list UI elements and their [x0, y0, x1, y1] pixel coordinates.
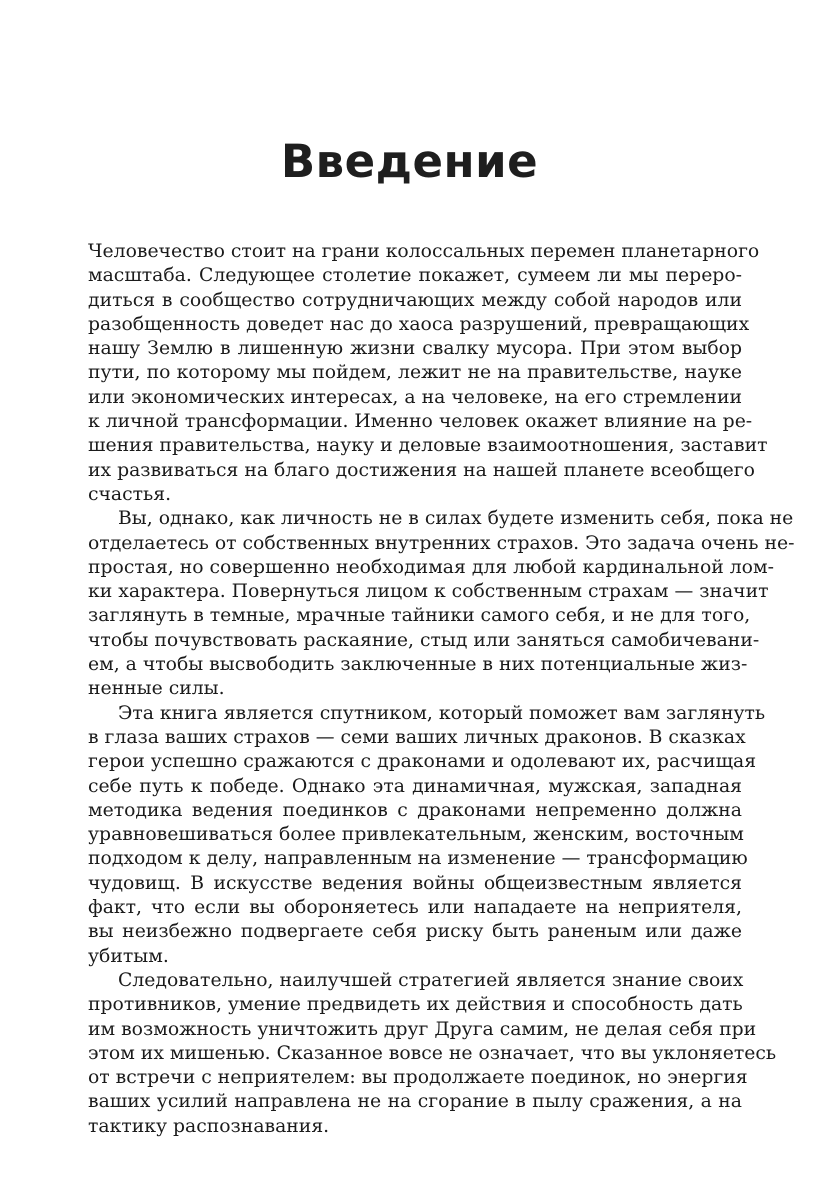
text-line: шения правительства, науку и деловые взаимоотношения, заставит	[88, 435, 768, 457]
text-line: отделаетесь от собственных внутренних страхов. Это задача очень не-	[88, 532, 795, 554]
text-line: Эта книга является спутником, который поможет вам заглянуть	[118, 702, 766, 724]
text-line: убитым.	[88, 945, 169, 967]
text-line: диться в сообщество сотрудничающих между собой народов или	[88, 289, 742, 311]
text-line: заглянуть в темные, мрачные тайники самого себя, и не для того,	[88, 605, 751, 627]
text-line: к личной трансформации. Именно человек окажет влияние на ре-	[88, 411, 753, 433]
text-line: в глаза ваших страхов — семи ваших личных драконов. В сказках	[88, 726, 746, 748]
paragraph	[88, 240, 768, 507]
text-line: Человечество стоит на грани колоссальных перемен планетарного	[88, 241, 760, 262]
text-line: или экономических интересах, а на человеке, на его стремлении	[88, 386, 742, 408]
text-line: факт, что если вы обороняетесь или нападаете на неприятеля,	[88, 897, 742, 919]
text-line: себе путь к победе. Однако эта динамичная, мужская, западная	[88, 775, 742, 797]
text-line: ненные силы.	[88, 678, 225, 700]
text-line: от встречи с неприятелем: вы продолжаете поединок, но энергия	[88, 1067, 748, 1089]
text-line: вы неизбежно подвергаете себя риску быть раненым или даже	[88, 921, 742, 943]
text-line: ваших усилий направлена не на сгорание в пылу сражения, а на	[88, 1091, 742, 1113]
text-line: ки характера. Повернуться лицом к собственным страхам — значит	[88, 581, 769, 603]
text-line: подходом к делу, направленным на изменение — трансформацию	[88, 848, 748, 870]
text-line: ем, а чтобы высвободить заключенные в них потенциальные жиз-	[88, 654, 748, 676]
text-line: герои успешно сражаются с драконами и одолевают их, расчищая	[88, 751, 757, 773]
text-line: чудовищ. В искусстве ведения войны общеизвестным является	[88, 872, 742, 894]
paragraph	[88, 969, 777, 1139]
paragraph	[88, 702, 766, 969]
text-line: разобщенность доведет нас до хаоса разрушений, превращающих	[88, 313, 750, 335]
text-line: пути, по которому мы пойдем, лежит не на правительстве, науке	[88, 362, 742, 384]
text-line: противников, умение предвидеть их действия и способность дать	[88, 994, 743, 1016]
text-line: Вы, однако, как личность не в силах будете изменить себя, пока не	[118, 508, 794, 530]
text-line: масштаба. Следующее столетие покажет, сумеем ли мы переро-	[88, 265, 742, 287]
text-line: тактику распознавания.	[88, 1115, 330, 1137]
text-line: этом их мишенью. Сказанное вовсе не означает, что вы уклоняетесь	[88, 1042, 777, 1064]
text-line: счастья.	[88, 483, 172, 505]
text-line: простая, но совершенно необходимая для любой кардинальной лом-	[88, 556, 774, 578]
chapter-body	[88, 240, 795, 1139]
chapter-title: Введение	[280, 135, 539, 188]
text-line: нашу Землю в лишенную жизни свалку мусора. При этом выбор	[88, 338, 742, 360]
text-line: их развиваться на благо достижения на нашей планете всеобщего	[88, 459, 755, 481]
paragraph	[88, 507, 795, 701]
text-line: чтобы почувствовать раскаяние, стыд или заняться самобичевани-	[88, 629, 760, 651]
text-line: Следовательно, наилучшей стратегией является знание своих	[118, 969, 744, 991]
text-line: им возможность уничтожить друг Друга самим, не делая себя при	[88, 1018, 757, 1040]
text-line: методика ведения поединков с драконами непременно должна	[88, 799, 742, 821]
text-line: уравновешиваться более привлекательным, женским, восточным	[88, 824, 744, 846]
